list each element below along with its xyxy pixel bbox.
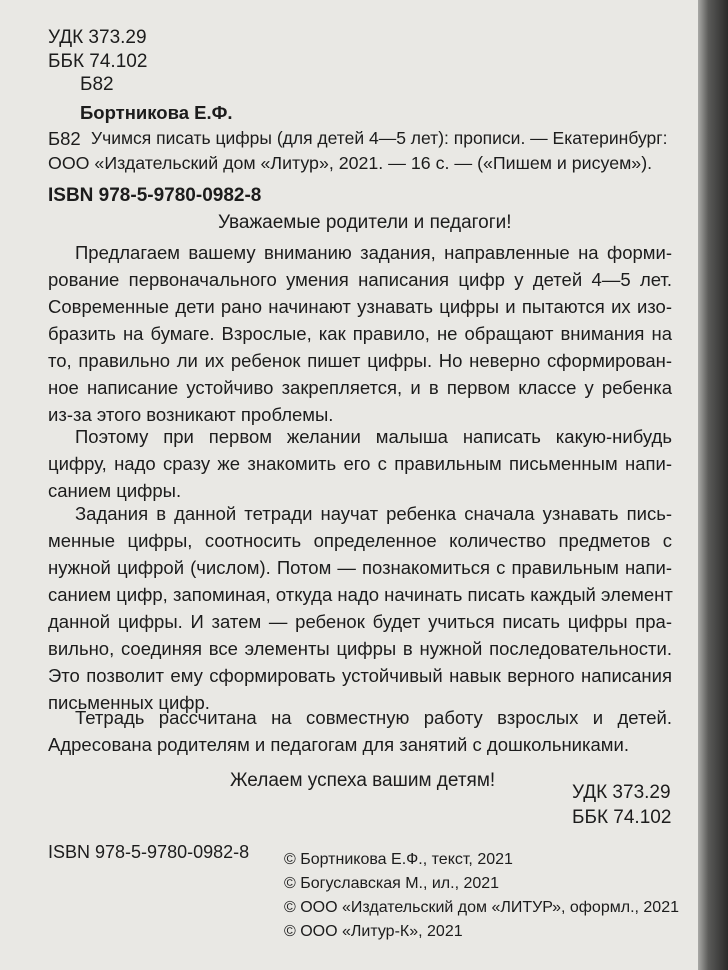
paragraph-3 [48, 500, 672, 716]
greeting-heading: Уважаемые родители и педагоги! [218, 212, 512, 233]
author-mark: Б82 [80, 74, 114, 95]
text-line: бразить на бумаге. Взрослые, как правило, не обращают внимания на [48, 323, 672, 344]
text-line: санием цифр, запоминая, откуда надо начинать писать каждый элемент [48, 584, 673, 605]
author-name: Бортникова Е.Ф. [80, 102, 233, 123]
text-line: цифру, надо сразу же знакомить его с правильным письменным напи- [48, 453, 672, 474]
text-line: Тетрадь рассчитана на совместную работу взрослых и детей. [75, 707, 672, 728]
text-line: Поэтому при первом желании малыша написать какую-нибудь [75, 426, 672, 447]
text-line: санием цифры. [48, 480, 182, 501]
closing-line: Желаем успеха вашим детям! [230, 770, 496, 791]
copyright-line: © ООО «Литур-К», 2021 [284, 923, 463, 940]
paragraph-2 [48, 423, 672, 504]
text-line: Задания в данной тетради научат ребенка сначала узнавать пись- [75, 503, 672, 524]
copyright-line: © Бортникова Е.Ф., текст, 2021 [284, 851, 513, 868]
text-line: Адресована родителям и педагогам для занятий с дошкольниками. [48, 734, 629, 755]
paragraph-1 [48, 239, 672, 428]
text-line: Это позволит ему сформировать устойчивый навык верного написания [48, 665, 672, 686]
text-line: вильно, соединяя все элементы цифры в нужной последовательности. [48, 638, 672, 659]
biblio-line-2: ООО «Издательский дом «Литур», 2021. — 16 с. — («Пишем и рисуем»). [48, 153, 653, 173]
footer-udk: УДК 373.29 [572, 782, 671, 803]
page-edge-shadow [698, 0, 728, 970]
text-line: из-за этого возникают проблемы. [48, 404, 334, 425]
biblio-line-1: Учимся писать цифры (для детей 4—5 лет): прописи. — Екатеринбург: [91, 128, 668, 148]
paragraph-4 [48, 704, 672, 758]
footer-bbk: ББК 74.102 [572, 807, 672, 828]
isbn-bold: ISBN 978-5-9780-0982-8 [48, 185, 262, 206]
text-line: данной цифры. И затем — ребенок будет учиться писать цифры пра- [48, 611, 672, 632]
text-line: письменных цифр. [48, 692, 210, 713]
text-line: Современные дети рано начинают узнавать цифры и пытаются их изо- [48, 296, 672, 317]
footer-isbn: ISBN 978-5-9780-0982-8 [48, 842, 250, 862]
copyright-line: © ООО «Издательский дом «ЛИТУР», оформл., 2021 [284, 899, 679, 916]
text-line: ное написание устойчиво закрепляется, и в первом классе у ребенка [48, 377, 672, 398]
text-line: нужной цифрой (числом). Потом — познакомиться с правильным напи- [48, 557, 672, 578]
text-line: то, правильно ли их ребенок пишет цифры. Но неверно сформирован- [48, 350, 672, 371]
copyright-line: © Богуславская М., ил., 2021 [284, 875, 500, 892]
text-line: менные цифры, соотносить определенное количество предметов с [48, 530, 672, 551]
udk-code: УДК 373.29 [48, 27, 147, 48]
text-line: Предлагаем вашему вниманию задания, направленные на форми- [75, 242, 672, 263]
biblio-code: Б82 [48, 128, 81, 149]
bbk-code: ББК 74.102 [48, 51, 148, 72]
text-line: рование первоначального умения написания цифр у детей 4—5 лет. [48, 269, 672, 290]
